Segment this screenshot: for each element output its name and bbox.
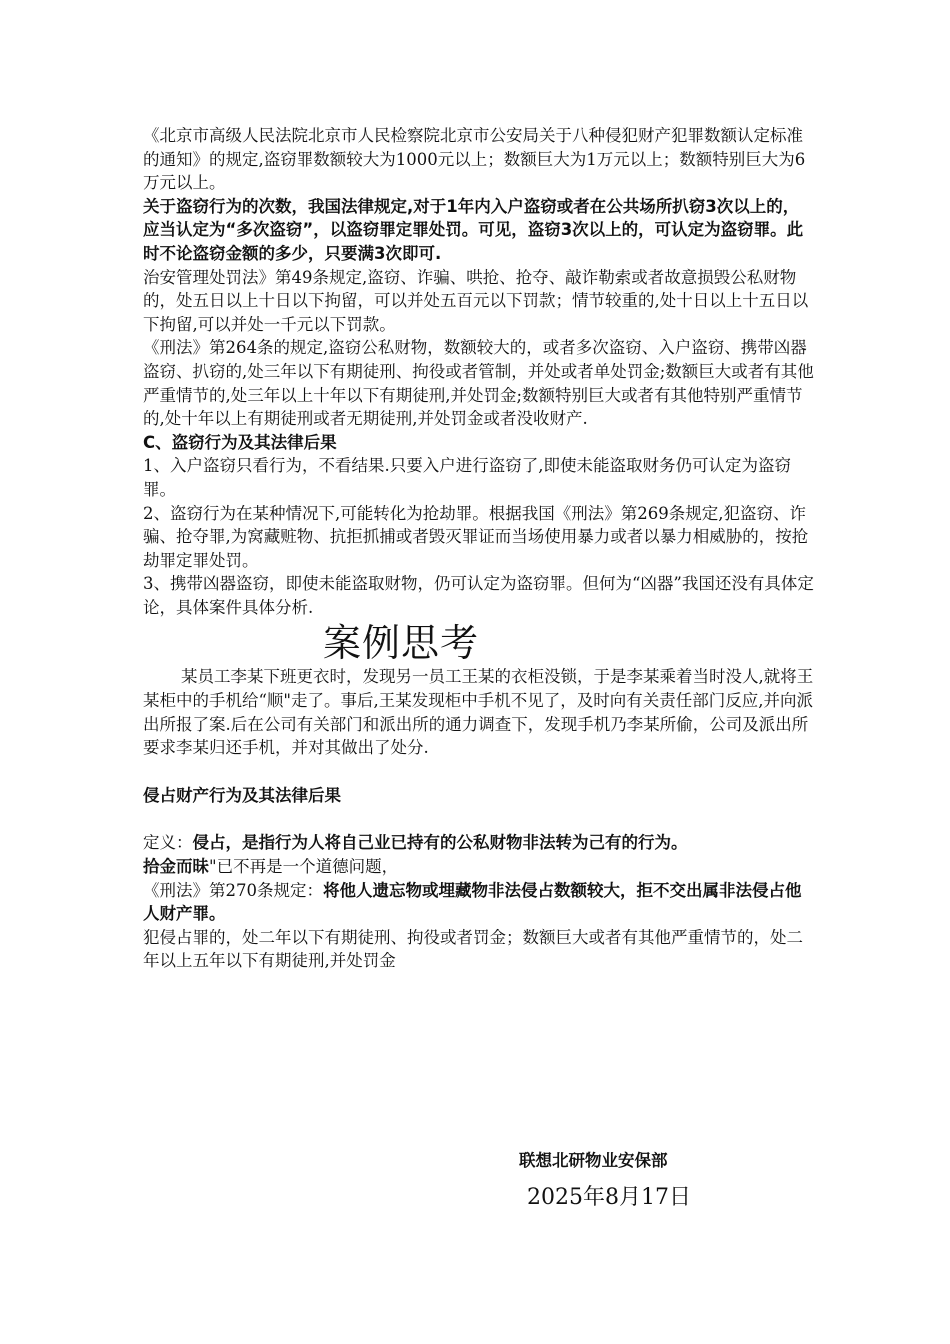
section-heading-occupation: 侵占财产行为及其法律后果 [143, 785, 341, 805]
paragraph-criminal-law-270 [143, 879, 815, 926]
law-270-text: 将他人遗忘物或埋藏物非法侵占数额较大，拒不交出属非法侵占他人财产罪。 [143, 880, 802, 924]
case-study-text: 某员工李某下班更衣时，发现另一员工王某的衣柜没锁，于是李某乘着当时没人,就将王某柜中的手机给“顺"走了。事后,王某发现柜中手机不见了，及时向有关责任部门反应,并向派出所报了案.后在公司有关部门和派出所的通力调查下，发现手机乃李某所偷，公司及派出所要求李某归还手机，并对其做出了处分. [143, 667, 814, 758]
list-item-burglary: 1、入户盗窃只看行为，不看结果.只要入户进行盗窃了,即使未能盗取财务仍可认定为盗窃罪。 [143, 456, 791, 499]
law-270-label: 《刑法》第270条规定： [143, 880, 323, 900]
spacer [143, 760, 815, 784]
paragraph-criminal-law-264: 《刑法》第264条的规定,盗窃公私财物，数额较大的，或者多次盗窃、入户盗窃、携带凶器盗窃、扒窃的,处三年以下有期徒刑、拘役或者管制，并处或者单处罚金;数额巨大或者有其他严重情节的,处三年以上十年以下有期徒刑,并处罚金;数额特别巨大或者有其他特别严重情节的,处十年以上有期徒刑或者无期徒刑,并处罚金或者没收财产. [143, 338, 814, 429]
case-study-title: 案例思考 [323, 621, 480, 666]
found-property-bold: 拾金而昧 [143, 857, 209, 877]
document-body [143, 124, 815, 973]
spacer [143, 807, 815, 831]
section-heading-theft-consequences: C、盗窃行为及其法律后果 [143, 432, 337, 452]
found-property-rest: "已不再是一个道德问题， [209, 857, 399, 877]
list-item-weapon-theft: 3、携带凶器盗窃，即使未能盗取财物，仍可认定为盗窃罪。但何为“凶器”我国还没有具体定论，具体案件具体分析. [143, 574, 814, 617]
paragraph-public-security-law: 治安管理处罚法》第49条规定,盗窃、诈骗、哄抢、抢夺、敲诈勒索或者故意损毁公私财物的，处五日以上十日以下拘留，可以并处五百元以下罚款；情节较重的,处十日以上十五日以下拘留,可以并处一千元以下罚款。 [143, 267, 809, 334]
signature-date: 2025年8月17日 [527, 1185, 691, 1210]
list-item-robbery-conversion: 2、盗窃行为在某种情况下,可能转化为抢劫罪。根据我国《刑法》第269条规定,犯盗窃、诈骗、抢夺罪,为窝藏赃物、抗拒抓捕或者毁灭罪证而当场使用暴力或者以暴力相威胁的，按抢劫罪定罪处罚。 [143, 503, 809, 570]
paragraph-definition [143, 831, 815, 855]
definition-text: 侵占，是指行为人将自己业已持有的公私财物非法转为己有的行为。 [192, 833, 688, 853]
definition-label: 定义： [143, 833, 193, 853]
paragraph-found-property [143, 855, 815, 879]
signature-department: 联想北研物业安保部 [519, 1151, 668, 1170]
paragraph-penalty: 犯侵占罪的，处二年以下有期徒刑、拘役或者罚金；数额巨大或者有其他严重情节的，处二年以上五年以下有期徒刑,并处罚金 [143, 927, 803, 971]
paragraph-theft-count: 关于盗窃行为的次数，我国法律规定,对于1年内入户盗窃或者在公共场所扒窃3次以上的，应当认定为“多次盗窃”，以盗窃罪定罪处罚。可见，盗窃3次以上的，可认定为盗窃罪。此时不论盗窃金额的多少，只要满3次即可. [143, 196, 804, 263]
paragraph-amount-standard: 《北京市高级人民法院北京市人民检察院北京市公安局关于八种侵犯财产犯罪数额认定标准的通知》的规定,盗窃罪数额较大为1000元以上；数额巨大为1万元以上；数额特别巨大为6万元以上。 [143, 126, 806, 193]
